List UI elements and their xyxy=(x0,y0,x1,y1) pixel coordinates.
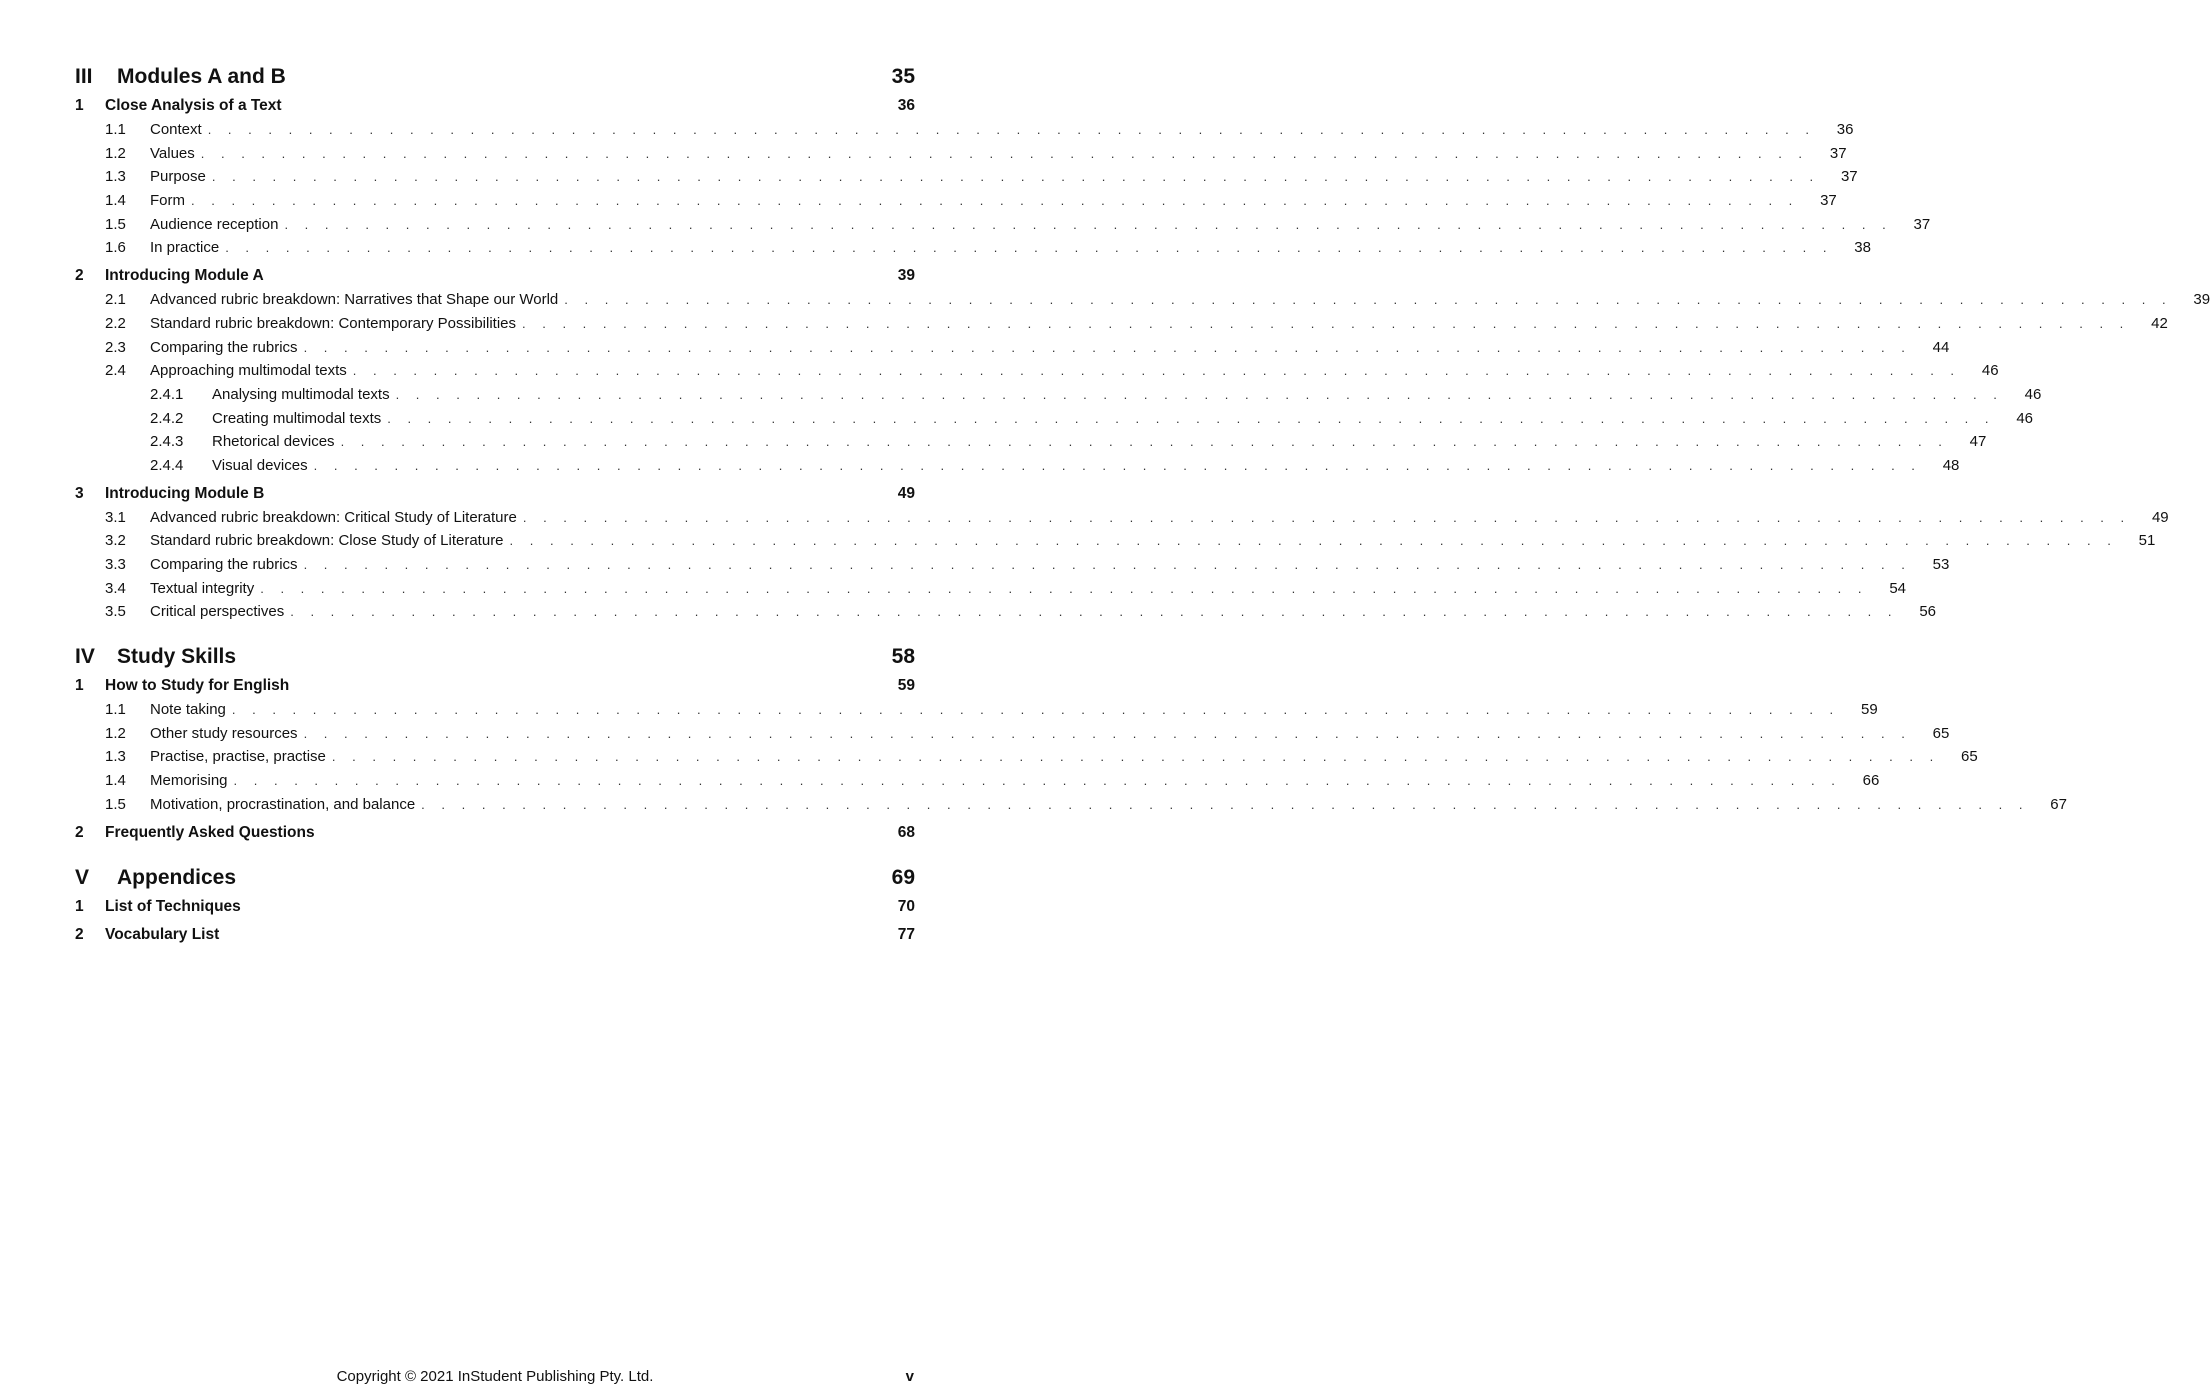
section-number: 1.6 xyxy=(105,239,126,257)
chapter-page-number: 77 xyxy=(897,925,915,943)
section-title: Other study resources xyxy=(150,724,298,742)
toc-section-entry[interactable] xyxy=(75,506,2169,530)
dot-leader: . . . . . . . . . . . . . . . . . . . . . . . . . . . . . . . . . . . . . . . . . . . . . . . . . . . . . . . . . . . . . . . . . . . . . . . . . . . . . . . . xyxy=(211,169,1820,185)
dot-leader: . . . . . . . . . . . . . . . . . . . . . . . . . . . . . . . . . . . . . . . . . . . . . . . . . . . . . . . . . . . . . . . . . . . . . . . . . . . . . . . . xyxy=(340,434,1949,450)
section-title: Motivation, procrastination, and balance xyxy=(150,795,416,813)
section-number: 3.4 xyxy=(105,579,126,597)
section-number: 2.2 xyxy=(105,314,126,332)
dot-leader: . . . . . . . . . . . . . . . . . . . . . . . . . . . . . . . . . . . . . . . . . . . . . . . . . . . . . . . . . . . . . . . . . . . . . . . . . . . . . . . . xyxy=(191,193,1799,209)
section-title: Memorising xyxy=(150,772,228,790)
toc-subsection-entry[interactable] xyxy=(75,430,1987,454)
section-page-number: 49 xyxy=(2151,508,2169,526)
section-page-number: 37 xyxy=(1829,144,1847,162)
section-number: 3.2 xyxy=(105,532,126,550)
section-page-number: 46 xyxy=(2024,385,2042,403)
section-title: Audience reception xyxy=(150,215,279,233)
dot-leader: . . . . . . . . . . . . . . . . . . . . . . . . . . . . . . . . . . . . . . . . . . . . . . . . . . . . . . . . . . . . . . . . . . . . . . . . . . . . . . . . xyxy=(260,580,1868,596)
part-page-number: 69 xyxy=(891,865,915,889)
section-page-number: 48 xyxy=(1942,456,1960,474)
part-number: V xyxy=(75,865,90,889)
chapter-title: Introducing Module A xyxy=(105,267,264,285)
part-number: IV xyxy=(75,645,95,669)
chapter-heading-left xyxy=(75,821,315,845)
toc-section-entry[interactable] xyxy=(75,722,1950,746)
toc-section-entry[interactable] xyxy=(75,600,1936,624)
toc-chapter-entry[interactable] xyxy=(75,674,915,698)
section-title: In practice xyxy=(150,239,220,257)
dot-leader: . . . . . . . . . . . . . . . . . . . . . . . . . . . . . . . . . . . . . . . . . . . . . . . . . . . . . . . . . . . . . . . . . . . . . . . . . . . . . . . . xyxy=(509,533,2118,549)
section-title: Rhetorical devices xyxy=(212,433,335,451)
section-title: Values xyxy=(150,144,195,162)
toc-part-heading[interactable] xyxy=(75,60,915,94)
toc-chapter-entry[interactable] xyxy=(75,923,915,947)
section-page-number: 66 xyxy=(1862,772,1880,790)
chapter-page-number: 39 xyxy=(897,267,915,285)
chapter-heading-left xyxy=(75,674,289,698)
dot-leader: . . . . . . . . . . . . . . . . . . . . . . . . . . . . . . . . . . . . . . . . . . . . . . . . . . . . . . . . . . . . . . . . . . . . . . . . . . . . . . . . xyxy=(421,796,2029,812)
chapter-heading-left xyxy=(75,923,219,947)
chapter-heading-left xyxy=(75,895,241,919)
section-number: 1.2 xyxy=(105,144,126,162)
section-number: 2.4.4 xyxy=(150,456,184,474)
dot-leader: . . . . . . . . . . . . . . . . . . . . . . . . . . . . . . . . . . . . . . . . . . . . . . . . . . . . . . . . . . . . . . . . . . . . . . . . . . . . . . . . xyxy=(303,557,1912,572)
section-page-number: 36 xyxy=(1836,121,1854,138)
toc-section-entry[interactable] xyxy=(75,165,1858,189)
toc-subsection-entry[interactable] xyxy=(75,454,1960,478)
toc-section-entry[interactable] xyxy=(75,793,2067,817)
toc-section-entry[interactable] xyxy=(75,142,1847,166)
section-number: 2.4.3 xyxy=(150,433,184,451)
section-page-number: 47 xyxy=(1969,433,1987,451)
section-number: 1.3 xyxy=(105,748,126,766)
toc-chapter-entry[interactable] xyxy=(75,482,915,506)
section-page-number: 56 xyxy=(1919,603,1936,621)
section-page-number: 46 xyxy=(1981,362,1999,380)
toc-section-entry[interactable] xyxy=(75,312,2168,336)
chapter-title: List of Techniques xyxy=(105,897,241,915)
section-title: Critical perspectives xyxy=(150,603,285,621)
dot-leader: . . . . . . . . . . . . . . . . . . . . . . . . . . . . . . . . . . . . . . . . . . . . . . . . . . . . . . . . . . . . . . . . . . . . . . . . . . . . . . . . xyxy=(522,509,2131,525)
section-number: 1.4 xyxy=(105,192,126,210)
section-number: 3.1 xyxy=(105,508,126,526)
section-number: 1.2 xyxy=(105,724,126,742)
chapter-heading-left xyxy=(75,264,264,288)
section-title: Advanced rubric breakdown: Critical Study of Literature xyxy=(150,508,517,526)
toc-section-entry[interactable] xyxy=(75,359,1999,383)
section-number: 2.4.2 xyxy=(150,409,184,427)
section-title: Comparing the rubrics xyxy=(150,556,298,573)
chapter-page-number: 59 xyxy=(897,677,915,695)
section-title: Practise, practise, practise xyxy=(150,748,326,766)
section-title: Context xyxy=(150,121,202,138)
chapter-number: 3 xyxy=(75,484,84,502)
section-number: 1.4 xyxy=(105,772,126,790)
toc-section-entry[interactable] xyxy=(75,577,1906,601)
chapter-number: 1 xyxy=(75,897,84,915)
dot-leader: . . . . . . . . . . . . . . . . . . . . . . . . . . . . . . . . . . . . . . . . . . . . . . . . . . . . . . . . . . . . . . . . . . . . . . . . . . . . . . . . xyxy=(284,216,1893,232)
section-page-number: 42 xyxy=(2151,314,2168,332)
toc-section-entry[interactable] xyxy=(75,769,1880,793)
section-title: Purpose xyxy=(150,168,206,186)
part-title: Modules A and B xyxy=(117,65,286,88)
section-title: Comparing the rubrics xyxy=(150,338,298,356)
toc-chapter-entry[interactable] xyxy=(75,264,915,288)
chapter-page-number: 68 xyxy=(897,823,915,841)
section-number: 3.5 xyxy=(105,603,126,621)
part-heading-left xyxy=(75,861,236,895)
toc-section-entry[interactable] xyxy=(75,745,1978,769)
section-title: Approaching multimodal texts xyxy=(150,362,347,380)
part-page-number: 35 xyxy=(891,65,915,88)
section-page-number: 39 xyxy=(2193,291,2210,309)
toc-chapter-entry[interactable] xyxy=(75,895,915,919)
toc-section-entry[interactable] xyxy=(75,213,1931,237)
chapter-page-number: 70 xyxy=(897,897,915,915)
section-title: Analysing multimodal texts xyxy=(212,385,390,403)
dot-leader: . . . . . . . . . . . . . . . . . . . . . . . . . . . . . . . . . . . . . . . . . . . . . . . . . . . . . . . . . . . . . . . . . . . . . . . . . . . . . . . . xyxy=(387,410,1996,426)
toc-part-heading[interactable] xyxy=(75,861,915,895)
section-page-number: 65 xyxy=(1961,748,1978,766)
section-title: Standard rubric breakdown: Contemporary Possibilities xyxy=(150,314,517,332)
section-number: 1.3 xyxy=(105,168,126,186)
section-number: 2.4.1 xyxy=(150,385,184,403)
dot-leader: . . . . . . . . . . . . . . . . . . . . . . . . . . . . . . . . . . . . . . . . . . . . . . . . . . . . . . . . . . . . . . . . . . . . . . . . . . . . . . . . xyxy=(303,339,1912,355)
copyright-notice: Copyright © 2021 InStudent Publishing Pty. Ltd. xyxy=(336,1368,654,1385)
dot-leader: . . . . . . . . . . . . . . . . . . . . . . . . . . . . . . . . . . . . . . . . . . . . . . . . . . . . . . . . . . . . . . . . . . . . . . . . . . . . . . . . xyxy=(564,292,2173,308)
chapter-title: Vocabulary List xyxy=(105,925,220,943)
section-number: 2.3 xyxy=(105,338,126,356)
chapter-title: Introducing Module B xyxy=(105,484,265,502)
section-number: 2.4 xyxy=(105,362,126,380)
chapter-number: 2 xyxy=(75,267,84,285)
dot-leader: . . . . . . . . . . . . . . . . . . . . . . . . . . . . . . . . . . . . . . . . . . . . . . . . . . . . . . . . . . . . . . . . . . . . . . . . . . . . . . . . xyxy=(313,457,1922,473)
chapter-heading-left xyxy=(75,482,264,506)
section-number: 1.5 xyxy=(105,795,126,813)
part-number: III xyxy=(75,65,93,88)
part-title: Appendices xyxy=(117,865,237,889)
toc-section-entry[interactable] xyxy=(75,189,1837,213)
chapter-number: 2 xyxy=(75,925,84,943)
chapter-number: 1 xyxy=(75,677,84,695)
toc-section-entry[interactable] xyxy=(75,553,1950,577)
chapter-title: How to Study for English xyxy=(105,677,290,695)
dot-leader: . . . . . . . . . . . . . . . . . . . . . . . . . . . . . . . . . . . . . . . . . . . . . . . . . . . . . . . . . . . . . . . . . . . . . . . . . . . . . . . . xyxy=(331,749,1940,765)
section-number: 3.3 xyxy=(105,556,126,573)
dot-leader: . . . . . . . . . . . . . . . . . . . . . . . . . . . . . . . . . . . . . . . . . . . . . . . . . . . . . . . . . . . . . . . . . . . . . . . . . . . . . . . . xyxy=(352,363,1961,379)
section-page-number: 46 xyxy=(2016,409,2034,427)
part-heading-left xyxy=(75,60,286,94)
chapter-page-number: 49 xyxy=(897,484,915,502)
toc-section-entry[interactable] xyxy=(75,698,1878,722)
toc-chapter-entry[interactable] xyxy=(75,94,915,118)
toc-section-entry[interactable] xyxy=(75,118,1854,142)
section-title: Standard rubric breakdown: Close Study of Literature xyxy=(150,532,504,550)
part-heading-left xyxy=(75,640,236,674)
dot-leader: . . . . . . . . . . . . . . . . . . . . . . . . . . . . . . . . . . . . . . . . . . . . . . . . . . . . . . . . . . . . . . . . . . . . . . . . . . . . . . . . xyxy=(233,773,1842,789)
section-title: Note taking xyxy=(150,701,226,719)
dot-leader: . . . . . . . . . . . . . . . . . . . . . . . . . . . . . . . . . . . . . . . . . . . . . . . . . . . . . . . . . . . . . . . . . . . . . . . . . . . . . . . . xyxy=(522,315,2130,331)
section-title: Creating multimodal texts xyxy=(212,409,382,427)
section-title: Form xyxy=(150,192,185,210)
section-number: 2.1 xyxy=(105,291,126,309)
section-page-number: 44 xyxy=(1932,338,1950,356)
toc-section-entry[interactable] xyxy=(75,288,2210,312)
toc-subsection-entry[interactable] xyxy=(75,407,2034,431)
table-of-contents xyxy=(75,60,2210,947)
chapter-title: Close Analysis of a Text xyxy=(105,97,282,114)
toc-section-entry[interactable] xyxy=(75,336,1950,360)
section-page-number: 65 xyxy=(1932,724,1950,742)
dot-leader: . . . . . . . . . . . . . . . . . . . . . . . . . . . . . . . . . . . . . . . . . . . . . . . . . . . . . . . . . . . . . . . . . . . . . . . . . . . . . . . . xyxy=(200,145,1809,161)
section-page-number: 53 xyxy=(1932,556,1950,573)
page-number: v xyxy=(905,1368,914,1385)
section-page-number: 67 xyxy=(2050,795,2067,813)
part-page-number: 58 xyxy=(891,645,915,669)
toc-part-heading[interactable] xyxy=(75,640,915,674)
section-page-number: 38 xyxy=(1854,239,1871,257)
toc-section-entry[interactable] xyxy=(75,236,1871,260)
section-page-number: 37 xyxy=(1840,168,1858,186)
chapter-title: Frequently Asked Questions xyxy=(105,823,315,841)
chapter-heading-left xyxy=(75,94,282,118)
page-footer xyxy=(0,1368,990,1392)
dot-leader: . . . . . . . . . . . . . . . . . . . . . . . . . . . . . . . . . . . . . . . . . . . . . . . . . . . . . . . . . . . . . . . . . . . . . . . . . . . . . . . . xyxy=(395,386,2004,402)
section-title: Advanced rubric breakdown: Narratives that Shape our World xyxy=(150,291,559,309)
dot-leader: . . . . . . . . . . . . . . . . . . . . . . . . . . . . . . . . . . . . . . . . . . . . . . . . . . . . . . . . . . . . . . . . . . . . . . . . . . . . . . . . xyxy=(303,725,1912,741)
part-title: Study Skills xyxy=(117,645,237,669)
section-number: 1.1 xyxy=(105,701,126,719)
section-number: 1.1 xyxy=(105,121,126,138)
toc-subsection-entry[interactable] xyxy=(75,383,2042,407)
chapter-number: 1 xyxy=(75,97,84,114)
dot-leader: . . . . . . . . . . . . . . . . . . . . . . . . . . . . . . . . . . . . . . . . . . . . . . . . . . . . . . . . . . . . . . . . . . . . . . . . . . . . . . . . xyxy=(231,702,1840,718)
section-page-number: 51 xyxy=(2138,532,2156,550)
section-page-number: 37 xyxy=(1913,215,1931,233)
section-title: Visual devices xyxy=(212,456,308,474)
section-title: Textual integrity xyxy=(150,579,255,597)
toc-section-entry[interactable] xyxy=(75,529,2156,553)
section-number: 1.5 xyxy=(105,215,126,233)
section-page-number: 37 xyxy=(1820,192,1837,210)
chapter-number: 2 xyxy=(75,823,84,841)
dot-leader: . . . . . . . . . . . . . . . . . . . . . . . . . . . . . . . . . . . . . . . . . . . . . . . . . . . . . . . . . . . . . . . . . . . . . . . . . . . . . . . . xyxy=(290,604,1898,620)
toc-chapter-entry[interactable] xyxy=(75,821,915,845)
section-page-number: 59 xyxy=(1860,701,1878,719)
dot-leader: . . . . . . . . . . . . . . . . . . . . . . . . . . . . . . . . . . . . . . . . . . . . . . . . . . . . . . . . . . . . . . . . . . . . . . . . . . . . . . . . xyxy=(207,122,1816,137)
chapter-page-number: 36 xyxy=(897,97,915,114)
dot-leader: . . . . . . . . . . . . . . . . . . . . . . . . . . . . . . . . . . . . . . . . . . . . . . . . . . . . . . . . . . . . . . . . . . . . . . . . . . . . . . . . xyxy=(225,240,1833,256)
section-page-number: 54 xyxy=(1889,579,1906,597)
